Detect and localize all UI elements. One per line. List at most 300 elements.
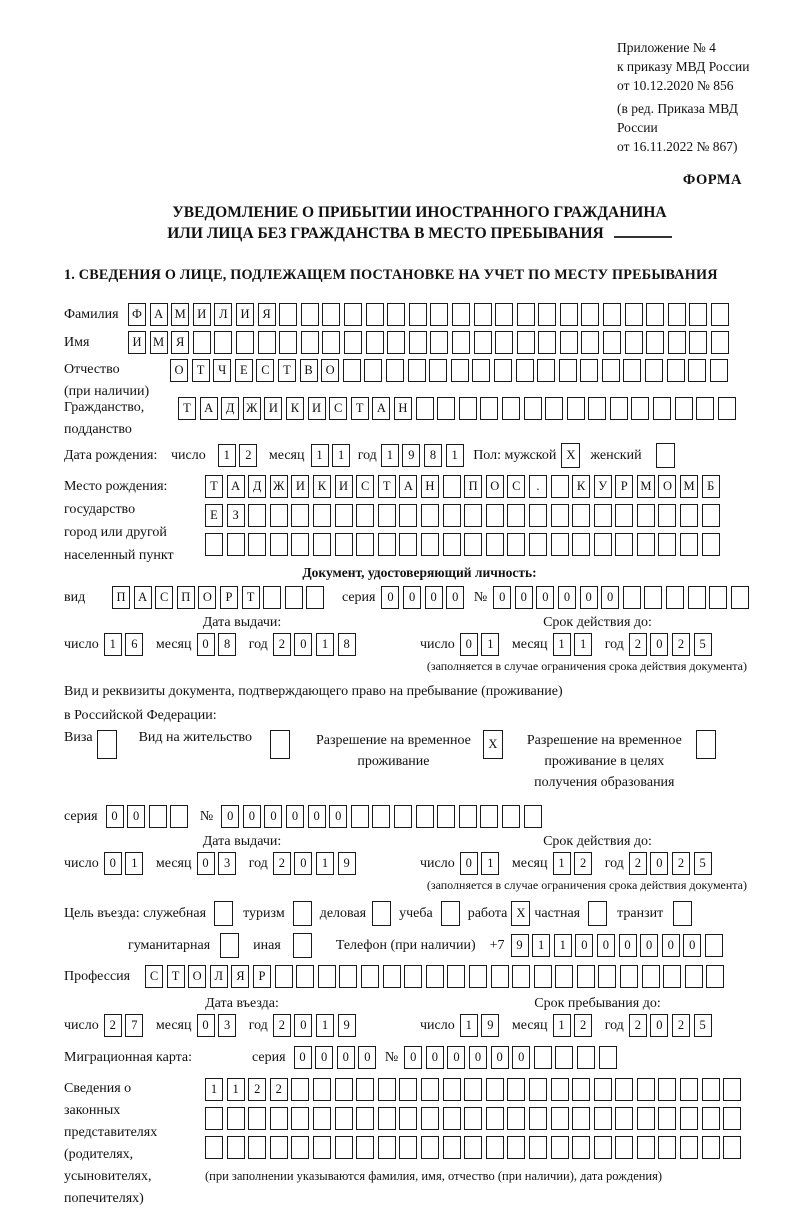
form-cell[interactable]: [170, 805, 188, 828]
form-cell[interactable]: [602, 359, 620, 382]
form-cell[interactable]: [451, 359, 469, 382]
form-cell[interactable]: [642, 965, 660, 988]
form-cell[interactable]: [560, 331, 578, 354]
form-cell[interactable]: [404, 965, 422, 988]
form-cell[interactable]: 0: [426, 1046, 444, 1069]
form-cell[interactable]: [615, 504, 633, 527]
form-cell[interactable]: 2: [629, 633, 647, 656]
form-cell[interactable]: [711, 331, 729, 354]
form-cell[interactable]: 0: [515, 586, 533, 609]
form-cell[interactable]: [322, 303, 340, 326]
form-cell[interactable]: [711, 303, 729, 326]
form-cell[interactable]: [545, 397, 563, 420]
form-cell[interactable]: Т: [192, 359, 210, 382]
form-cell[interactable]: [205, 1107, 223, 1130]
form-cell[interactable]: [409, 331, 427, 354]
form-cell[interactable]: [594, 1078, 612, 1101]
form-cell[interactable]: Д: [248, 475, 266, 498]
form-cell[interactable]: 0: [294, 852, 312, 875]
form-cell[interactable]: [696, 730, 716, 759]
form-cell[interactable]: [486, 1107, 504, 1130]
form-cell[interactable]: [502, 805, 520, 828]
form-cell[interactable]: 1: [316, 1014, 334, 1037]
form-cell[interactable]: [361, 965, 379, 988]
form-cell[interactable]: И: [128, 331, 146, 354]
form-cell[interactable]: [270, 504, 288, 527]
form-cell[interactable]: [270, 730, 290, 759]
form-cell[interactable]: З: [227, 504, 245, 527]
form-cell[interactable]: 0: [337, 1046, 355, 1069]
form-cell[interactable]: [464, 533, 482, 556]
form-cell[interactable]: 1: [332, 444, 350, 467]
form-cell[interactable]: [416, 397, 434, 420]
form-cell[interactable]: [378, 533, 396, 556]
form-cell[interactable]: Р: [253, 965, 271, 988]
form-cell[interactable]: 0: [640, 934, 658, 957]
form-cell[interactable]: [594, 1136, 612, 1159]
form-cell[interactable]: [517, 303, 535, 326]
form-cell[interactable]: [668, 331, 686, 354]
form-cell[interactable]: [486, 1136, 504, 1159]
form-cell[interactable]: [517, 331, 535, 354]
form-cell[interactable]: [248, 533, 266, 556]
form-cell[interactable]: [443, 533, 461, 556]
form-cell[interactable]: 9: [338, 852, 356, 875]
form-cell[interactable]: 0: [358, 1046, 376, 1069]
form-cell[interactable]: 0: [446, 586, 464, 609]
form-cell[interactable]: 2: [239, 444, 257, 467]
form-cell[interactable]: [387, 303, 405, 326]
form-cell[interactable]: [646, 303, 664, 326]
form-cell[interactable]: Ч: [213, 359, 231, 382]
form-cell[interactable]: [214, 901, 233, 926]
form-cell[interactable]: [258, 331, 276, 354]
form-cell[interactable]: [495, 303, 513, 326]
form-cell[interactable]: [598, 965, 616, 988]
form-cell[interactable]: [409, 303, 427, 326]
form-cell[interactable]: [551, 1136, 569, 1159]
form-cell[interactable]: [248, 504, 266, 527]
form-cell[interactable]: И: [308, 397, 326, 420]
form-cell[interactable]: 2: [273, 633, 291, 656]
form-cell[interactable]: [366, 331, 384, 354]
form-cell[interactable]: 5: [694, 852, 712, 875]
form-cell[interactable]: [452, 303, 470, 326]
form-cell[interactable]: Е: [235, 359, 253, 382]
form-cell[interactable]: [572, 1107, 590, 1130]
form-cell[interactable]: 0: [662, 934, 680, 957]
form-cell[interactable]: [653, 397, 671, 420]
form-cell[interactable]: [452, 331, 470, 354]
form-cell[interactable]: С: [507, 475, 525, 498]
form-cell[interactable]: [666, 586, 684, 609]
form-cell[interactable]: X: [561, 443, 580, 468]
form-cell[interactable]: [658, 504, 676, 527]
form-cell[interactable]: Я: [258, 303, 276, 326]
form-cell[interactable]: [581, 303, 599, 326]
form-cell[interactable]: С: [329, 397, 347, 420]
form-cell[interactable]: [572, 1078, 590, 1101]
form-cell[interactable]: 1: [446, 444, 464, 467]
form-cell[interactable]: [399, 1078, 417, 1101]
form-cell[interactable]: [220, 933, 239, 958]
form-cell[interactable]: [615, 1078, 633, 1101]
form-cell[interactable]: [227, 1107, 245, 1130]
form-cell[interactable]: 1: [553, 852, 571, 875]
form-cell[interactable]: 2: [672, 633, 690, 656]
form-cell[interactable]: [378, 1136, 396, 1159]
form-cell[interactable]: [335, 504, 353, 527]
form-cell[interactable]: 0: [308, 805, 326, 828]
form-cell[interactable]: 1: [481, 633, 499, 656]
form-cell[interactable]: [236, 331, 254, 354]
form-cell[interactable]: [408, 359, 426, 382]
form-cell[interactable]: 1: [125, 852, 143, 875]
form-cell[interactable]: [680, 504, 698, 527]
form-cell[interactable]: [538, 331, 556, 354]
form-cell[interactable]: [421, 1136, 439, 1159]
form-cell[interactable]: [675, 397, 693, 420]
form-cell[interactable]: И: [335, 475, 353, 498]
form-cell[interactable]: [594, 504, 612, 527]
form-cell[interactable]: К: [572, 475, 590, 498]
form-cell[interactable]: [688, 359, 706, 382]
form-cell[interactable]: 0: [597, 934, 615, 957]
form-cell[interactable]: 0: [469, 1046, 487, 1069]
form-cell[interactable]: [474, 331, 492, 354]
form-cell[interactable]: [555, 1046, 573, 1069]
form-cell[interactable]: [572, 1136, 590, 1159]
form-cell[interactable]: Ж: [270, 475, 288, 498]
form-cell[interactable]: [551, 475, 569, 498]
form-cell[interactable]: [441, 901, 460, 926]
form-cell[interactable]: Л: [214, 303, 232, 326]
form-cell[interactable]: 1: [311, 444, 329, 467]
form-cell[interactable]: [279, 303, 297, 326]
form-cell[interactable]: [502, 397, 520, 420]
form-cell[interactable]: 0: [580, 586, 598, 609]
form-cell[interactable]: [318, 965, 336, 988]
form-cell[interactable]: [285, 586, 303, 609]
form-cell[interactable]: [344, 331, 362, 354]
form-cell[interactable]: П: [464, 475, 482, 498]
form-cell[interactable]: [534, 1046, 552, 1069]
form-cell[interactable]: [356, 504, 374, 527]
form-cell[interactable]: [472, 359, 490, 382]
form-cell[interactable]: 2: [574, 852, 592, 875]
form-cell[interactable]: [685, 965, 703, 988]
form-cell[interactable]: [529, 1136, 547, 1159]
form-cell[interactable]: [372, 805, 390, 828]
form-cell[interactable]: С: [145, 965, 163, 988]
form-cell[interactable]: [313, 533, 331, 556]
form-cell[interactable]: 0: [512, 1046, 530, 1069]
form-cell[interactable]: [524, 805, 542, 828]
form-cell[interactable]: [437, 397, 455, 420]
form-cell[interactable]: Ж: [243, 397, 261, 420]
form-cell[interactable]: 0: [460, 852, 478, 875]
form-cell[interactable]: [615, 533, 633, 556]
form-cell[interactable]: 3: [218, 852, 236, 875]
form-cell[interactable]: [351, 805, 369, 828]
form-cell[interactable]: [644, 586, 662, 609]
form-cell[interactable]: [364, 359, 382, 382]
form-cell[interactable]: Т: [351, 397, 369, 420]
form-cell[interactable]: Т: [278, 359, 296, 382]
form-cell[interactable]: [486, 1078, 504, 1101]
form-cell[interactable]: [426, 965, 444, 988]
form-cell[interactable]: О: [188, 965, 206, 988]
form-cell[interactable]: 1: [481, 852, 499, 875]
form-cell[interactable]: [680, 1136, 698, 1159]
form-cell[interactable]: [399, 1107, 417, 1130]
form-cell[interactable]: И: [193, 303, 211, 326]
form-cell[interactable]: 5: [694, 633, 712, 656]
form-cell[interactable]: [430, 303, 448, 326]
form-cell[interactable]: [702, 504, 720, 527]
form-cell[interactable]: [658, 1107, 676, 1130]
form-cell[interactable]: [429, 359, 447, 382]
form-cell[interactable]: [559, 359, 577, 382]
form-cell[interactable]: 2: [672, 852, 690, 875]
form-cell[interactable]: [588, 901, 607, 926]
form-cell[interactable]: [581, 331, 599, 354]
form-cell[interactable]: [625, 303, 643, 326]
form-cell[interactable]: А: [200, 397, 218, 420]
form-cell[interactable]: [227, 533, 245, 556]
form-cell[interactable]: 9: [338, 1014, 356, 1037]
form-cell[interactable]: 0: [536, 586, 554, 609]
form-cell[interactable]: [447, 965, 465, 988]
form-cell[interactable]: [551, 504, 569, 527]
form-cell[interactable]: И: [291, 475, 309, 498]
form-cell[interactable]: 0: [558, 586, 576, 609]
form-cell[interactable]: П: [112, 586, 130, 609]
form-cell[interactable]: [378, 1107, 396, 1130]
form-cell[interactable]: 8: [338, 633, 356, 656]
form-cell[interactable]: [356, 1078, 374, 1101]
form-cell[interactable]: [723, 1136, 741, 1159]
form-cell[interactable]: [97, 730, 117, 759]
form-cell[interactable]: 0: [575, 934, 593, 957]
form-cell[interactable]: [263, 586, 281, 609]
form-cell[interactable]: [366, 303, 384, 326]
form-cell[interactable]: О: [486, 475, 504, 498]
form-cell[interactable]: [689, 331, 707, 354]
form-cell[interactable]: [637, 1136, 655, 1159]
form-cell[interactable]: [421, 1078, 439, 1101]
form-cell[interactable]: [386, 359, 404, 382]
form-cell[interactable]: [421, 533, 439, 556]
form-cell[interactable]: [731, 586, 749, 609]
form-cell[interactable]: [335, 533, 353, 556]
form-cell[interactable]: 0: [381, 586, 399, 609]
form-cell[interactable]: [275, 965, 293, 988]
form-cell[interactable]: [615, 1136, 633, 1159]
form-cell[interactable]: [623, 359, 641, 382]
form-cell[interactable]: [313, 1078, 331, 1101]
form-cell[interactable]: [356, 1107, 374, 1130]
form-cell[interactable]: [430, 331, 448, 354]
form-cell[interactable]: [723, 1078, 741, 1101]
form-cell[interactable]: [214, 331, 232, 354]
form-cell[interactable]: Н: [394, 397, 412, 420]
form-cell[interactable]: [507, 1078, 525, 1101]
form-cell[interactable]: [378, 1078, 396, 1101]
form-cell[interactable]: .: [529, 475, 547, 498]
form-cell[interactable]: 0: [404, 1046, 422, 1069]
form-cell[interactable]: 0: [197, 633, 215, 656]
form-cell[interactable]: Я: [231, 965, 249, 988]
form-cell[interactable]: 0: [491, 1046, 509, 1069]
form-cell[interactable]: 0: [683, 934, 701, 957]
form-cell[interactable]: [702, 1078, 720, 1101]
form-cell[interactable]: [301, 331, 319, 354]
form-cell[interactable]: 7: [125, 1014, 143, 1037]
form-cell[interactable]: [680, 1107, 698, 1130]
form-cell[interactable]: О: [321, 359, 339, 382]
form-cell[interactable]: 0: [264, 805, 282, 828]
form-cell[interactable]: [615, 1107, 633, 1130]
form-cell[interactable]: 0: [619, 934, 637, 957]
form-cell[interactable]: 0: [315, 1046, 333, 1069]
form-cell[interactable]: [588, 397, 606, 420]
form-cell[interactable]: [149, 805, 167, 828]
form-cell[interactable]: К: [313, 475, 331, 498]
form-cell[interactable]: [205, 533, 223, 556]
form-cell[interactable]: 2: [273, 1014, 291, 1037]
form-cell[interactable]: [491, 965, 509, 988]
form-cell[interactable]: 0: [601, 586, 619, 609]
form-cell[interactable]: [343, 359, 361, 382]
form-cell[interactable]: 2: [574, 1014, 592, 1037]
form-cell[interactable]: Л: [210, 965, 228, 988]
form-cell[interactable]: 9: [481, 1014, 499, 1037]
form-cell[interactable]: 0: [197, 852, 215, 875]
form-cell[interactable]: [680, 533, 698, 556]
form-cell[interactable]: [637, 533, 655, 556]
form-cell[interactable]: [356, 533, 374, 556]
form-cell[interactable]: Н: [421, 475, 439, 498]
form-cell[interactable]: [443, 1136, 461, 1159]
form-cell[interactable]: О: [198, 586, 216, 609]
form-cell[interactable]: 0: [403, 586, 421, 609]
form-cell[interactable]: 0: [286, 805, 304, 828]
form-cell[interactable]: 0: [104, 852, 122, 875]
form-cell[interactable]: Т: [378, 475, 396, 498]
form-cell[interactable]: [464, 504, 482, 527]
form-cell[interactable]: Б: [702, 475, 720, 498]
form-cell[interactable]: 0: [329, 805, 347, 828]
form-cell[interactable]: [603, 331, 621, 354]
form-cell[interactable]: [291, 533, 309, 556]
form-cell[interactable]: 0: [650, 1014, 668, 1037]
form-cell[interactable]: С: [256, 359, 274, 382]
form-cell[interactable]: [529, 504, 547, 527]
form-cell[interactable]: [551, 1078, 569, 1101]
form-cell[interactable]: [673, 901, 692, 926]
form-cell[interactable]: [637, 1107, 655, 1130]
form-cell[interactable]: [372, 901, 391, 926]
form-cell[interactable]: [270, 533, 288, 556]
form-cell[interactable]: [356, 1136, 374, 1159]
form-cell[interactable]: 1: [104, 633, 122, 656]
form-cell[interactable]: 5: [694, 1014, 712, 1037]
form-cell[interactable]: 1: [316, 633, 334, 656]
form-cell[interactable]: [603, 303, 621, 326]
form-cell[interactable]: Я: [171, 331, 189, 354]
form-cell[interactable]: М: [637, 475, 655, 498]
form-cell[interactable]: [459, 397, 477, 420]
form-cell[interactable]: Р: [220, 586, 238, 609]
form-cell[interactable]: Т: [242, 586, 260, 609]
form-cell[interactable]: [599, 1046, 617, 1069]
form-cell[interactable]: [335, 1136, 353, 1159]
form-cell[interactable]: [723, 1107, 741, 1130]
form-cell[interactable]: [486, 533, 504, 556]
form-cell[interactable]: [344, 303, 362, 326]
form-cell[interactable]: [494, 359, 512, 382]
form-cell[interactable]: 1: [381, 444, 399, 467]
form-cell[interactable]: И: [264, 397, 282, 420]
form-cell[interactable]: [689, 303, 707, 326]
form-cell[interactable]: О: [658, 475, 676, 498]
form-cell[interactable]: 0: [493, 586, 511, 609]
form-cell[interactable]: [227, 1136, 245, 1159]
form-cell[interactable]: 1: [532, 934, 550, 957]
form-cell[interactable]: 1: [460, 1014, 478, 1037]
form-cell[interactable]: 8: [424, 444, 442, 467]
form-cell[interactable]: [623, 586, 641, 609]
form-cell[interactable]: Д: [221, 397, 239, 420]
form-cell[interactable]: [443, 504, 461, 527]
form-cell[interactable]: [529, 1107, 547, 1130]
form-cell[interactable]: [667, 359, 685, 382]
form-cell[interactable]: 1: [553, 1014, 571, 1037]
form-cell[interactable]: 0: [294, 1014, 312, 1037]
form-cell[interactable]: [646, 331, 664, 354]
form-cell[interactable]: [248, 1107, 266, 1130]
form-cell[interactable]: [709, 586, 727, 609]
form-cell[interactable]: [577, 965, 595, 988]
form-cell[interactable]: 0: [460, 633, 478, 656]
form-cell[interactable]: [301, 303, 319, 326]
form-cell[interactable]: А: [227, 475, 245, 498]
form-cell[interactable]: [486, 504, 504, 527]
form-cell[interactable]: [580, 359, 598, 382]
form-cell[interactable]: В: [300, 359, 318, 382]
form-cell[interactable]: П: [177, 586, 195, 609]
form-cell[interactable]: [507, 533, 525, 556]
form-cell[interactable]: [335, 1107, 353, 1130]
form-cell[interactable]: [529, 533, 547, 556]
form-cell[interactable]: 6: [125, 633, 143, 656]
form-cell[interactable]: [443, 475, 461, 498]
form-cell[interactable]: 9: [511, 934, 529, 957]
form-cell[interactable]: [594, 533, 612, 556]
form-cell[interactable]: [279, 331, 297, 354]
form-cell[interactable]: X: [511, 901, 530, 926]
form-cell[interactable]: С: [356, 475, 374, 498]
form-cell[interactable]: [339, 965, 357, 988]
form-cell[interactable]: М: [680, 475, 698, 498]
form-cell[interactable]: А: [399, 475, 417, 498]
form-cell[interactable]: 3: [218, 1014, 236, 1037]
form-cell[interactable]: 1: [227, 1078, 245, 1101]
form-cell[interactable]: [464, 1078, 482, 1101]
form-cell[interactable]: 1: [574, 633, 592, 656]
form-cell[interactable]: [416, 805, 434, 828]
